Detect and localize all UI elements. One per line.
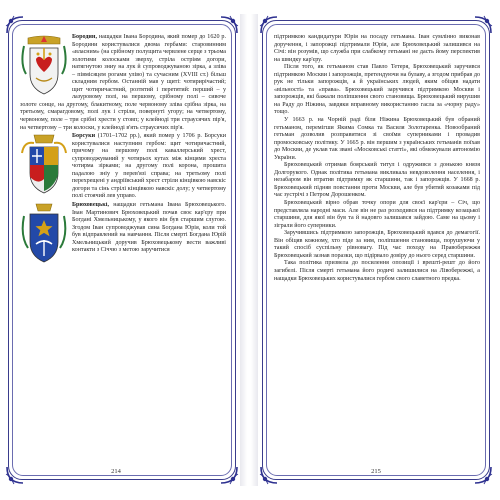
paragraph: підтримкою кандидатури Юрія на посаду гетьмана. Іван сумлінно виконав доручення, і запорожці підтримали Юрія, але Брюховецький залишився на Січі: він розумів, що служба при слабкому гетьмані не дасть йому перспектив на швидку кар'єру. [274,34,480,63]
paragraph: Така політика призвела до посилення опозиції і врешті-решт до його загибелі. Після смерті гетьмана його родичі залишилися на Лівобережжі, а нащадки Брюховецьких користувалися гербом свого славетного предка. [274,260,480,282]
bryukhovetsky-coat-of-arms-icon [20,202,68,266]
corner-ornament-icon [258,464,280,486]
paragraph: У 1663 р. на Чорній раді біля Ніжина Брюховецький був обраний гетьманом, перемігши Якима Сомка та Василя Золотаренка. Новообраний гетьман дозволив розправитися зі своїми суперниками і провадив промосковську політику. У 1665 р. він першим з українських гетьманів поїхав до Москви, де уклав так звані «Московські статті», які обмежували автономію України. [274,117,480,161]
entry-bryukhovetsky [20,202,226,267]
corner-ornament-icon [472,464,494,486]
right-page [258,14,494,486]
entry-name: Борсуки [72,133,96,140]
corner-ornament-icon [258,14,280,36]
paragraph: Заручившись підтримкою запорожців, Брюховецький вдався до демагогії. Він обіцяв кожному, хто піде за ним, поліпшення становища, порушуючи у такий спосіб суспільну рівновагу. Під час походу на Правобережжя Брюховецький зазнав поразки, що підірвало довіру до нього серед старшини. [274,230,480,259]
corner-ornament-icon [472,14,494,36]
book-gutter [240,14,258,486]
right-page-text [274,34,480,458]
corner-ornament-icon [218,14,240,36]
entry-borodin [20,34,226,132]
paragraph: Після того, як гетьманом став Павло Тетеря, Брюховецький заручився підтримкою Москви і запорожців, претендуючи на булаву, а згодом прибрав до рук не тільки запорожців, а й українських людей, яким обіцяв надати «вільності» та «права». Брюховецький заручився підтримкою Москви і запорожців, які бажали поліпшення свого становища. Брюховецький вирушив на Раду до Ніжина, завдяки вправному використанню гасла за «чорну раду» тощо. [274,64,480,116]
entry-text: (1701–1702 рр.), який помер у 1706 р. Борсуки користувалися наступним гербом: щит чотиричастний, причому на першому полі каваллерський хрест, супроводжуваний у чотирьох кутах між кінцями хреста чотирма зірками; на другому полі корона, прошита падалою зніу у перев'язі справа; на третьому полі перехрещені у андріївський хрест стріли кінцівкою навскіс догори та сінь стрілі кінцівкою навскіс долу; у четвертому полі стоячий лев управо. [72,133,226,200]
page-number: 214 [111,468,121,475]
paragraph: Брюховецький отримав боярський титул і одружився з донькою князя Долгорукого. Однак політика гетьмана викликала невдоволення населення, і незабаром він втратив підтримку як старшини, так і запорожців. У 1668 р. Брюховецький підняв повстання проти Москви, але був убитий козаками під час зустрічі з Петром Дорошенком. [274,162,480,199]
entry-text: нащадки гетьмана Івана Брюховецького. Іван Мартинович Брюховецький почав своє кар'єру при Богдані Хмельницькому, у якого він був старшим слугою. Згодом Іван супроводжував сина Богдана Юрія, коли той був відправлений на навчання. Після смерті Богдана Юрій Хмельницький доручив Брюховецькому вести важливі контакти з Січчю з метою заручитися [72,202,226,254]
left-page-text [20,34,226,458]
entry-name: Бородин, [72,34,97,40]
page-number: 215 [371,468,381,475]
entry-name: Брюховецькі, [72,202,110,209]
borodin-coat-of-arms-icon [20,34,68,98]
left-page [4,14,240,486]
entry-borsuk [20,133,226,201]
paragraph: Брюховецький вірно обрав точку опори для своєї кар'єри – Січ, що представляла народні маси. Але він не раз розходився на підтримку козацької старшини, для якої він був та й надовго залишався зайдою. Саме на цьому і зіграли його суперники. [274,200,480,229]
borsuk-coat-of-arms-icon [20,133,68,197]
corner-ornament-icon [4,464,26,486]
corner-ornament-icon [218,464,240,486]
corner-ornament-icon [4,14,26,36]
entry-text: нащадки Івана Бородина, який помер до 1620 р. Бородини користувалися двома гербами: старовинним «власним» (на срібному полущита червлене серце з трьома золотими колосками зверху, стріла остріям догори, натягнутою зниу на лук й супроводжуваною зірка, а зліва – півмісяцем рогами уліво) та сучасним (XVIII ст.) більш складним гербом. Останній мав у щиті: чотирирічастий; щит чотиричастний, розтятий і перетятий: перший – у лазуровому полі, на першому, срібному полі – сивоче золоте сонце, на другому, блакитному, поле червоному зліва срібна зірка, на третьому, смарагдовому, полі лук і стріли, повернуті угору; на четвертому, червоному, поле – три срібні хрести у стовп; у клейноді три страусячих пір'я, на четвертому – три колоски, у клейноді в'ять страусячих пір'я. [20,34,226,131]
